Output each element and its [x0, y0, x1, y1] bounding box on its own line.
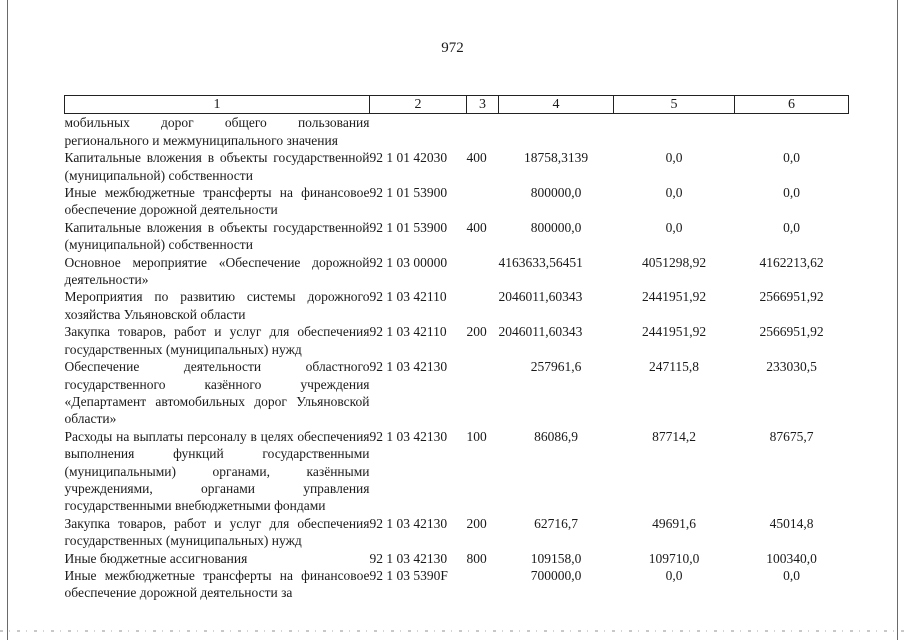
row-name: Расходы на выплаты персоналу в целях обеспечения выполнения функций государственными (муниципальными) органами, казёнными учреждениями, органами управления государственными внебюджетными фондами: [64, 428, 370, 514]
row-value-1: 86086,9: [534, 428, 578, 444]
row-value-2: 247115,8: [648, 359, 700, 375]
row-value-3: 233030,5: [766, 359, 817, 375]
row-name: Капитальные вложения в объекты государственной (муниципальной) собственности: [64, 150, 370, 183]
table-row: [65, 567, 849, 602]
row-name: Закупка товаров, работ и услуг для обеспечения государственных (муниципальных) нужд: [64, 324, 370, 357]
row-value-2: 4051298,92: [641, 254, 707, 270]
row-name: Иные межбюджетные трансферты на финансовое обеспечение дорожной деятельности за: [64, 567, 370, 601]
budget-table: [64, 95, 849, 602]
row-value-3: 2566951,92: [759, 289, 824, 305]
table-row: [65, 114, 849, 149]
header-col-4: 4: [499, 96, 614, 114]
table-row: [65, 149, 849, 184]
table-header-row: [65, 96, 849, 114]
header-col-1: 1: [65, 96, 370, 114]
row-value-3: 4162213,62: [759, 254, 824, 270]
row-value-3: [735, 114, 849, 149]
table-row: [65, 323, 849, 358]
row-value-1: 109158,0: [530, 550, 582, 566]
row-kvr: 800: [466, 550, 487, 566]
row-kvr: [467, 567, 499, 602]
row-code: 92 1 01 53900: [369, 185, 448, 201]
row-code: 92 1 01 53900: [369, 219, 448, 235]
table-row: [65, 184, 849, 219]
row-code: 92 1 03 00000: [369, 254, 448, 270]
row-kvr: [467, 358, 499, 428]
row-value-1: 2046011,60343: [498, 289, 583, 305]
row-value-1: 4163633,56451: [498, 254, 583, 270]
row-code: 92 1 03 42130: [369, 515, 448, 531]
header-col-6: 6: [735, 96, 849, 114]
row-kvr: [467, 184, 499, 219]
header-col-3: 3: [467, 96, 499, 114]
row-kvr: 200: [466, 515, 487, 531]
row-code: 92 1 03 42130: [369, 359, 448, 375]
row-name: Основное мероприятие «Обеспечение дорожной деятельности»: [64, 254, 370, 288]
row-kvr: 400: [466, 219, 487, 235]
table-row: [65, 358, 849, 428]
row-value-1: 800000,0: [530, 185, 582, 201]
row-value-2: 49691,6: [652, 515, 696, 531]
row-value-1: 18758,3139: [523, 150, 589, 166]
row-kvr: 100: [466, 428, 487, 444]
table-row: [65, 254, 849, 289]
row-value-2: 0,0: [665, 567, 683, 583]
row-value-3: 0,0: [783, 185, 800, 201]
header-col-5: 5: [614, 96, 735, 114]
table-row: [65, 550, 849, 567]
row-value-3: 87675,7: [769, 428, 814, 444]
row-value-1: 700000,0: [530, 567, 582, 583]
table-row: [65, 288, 849, 323]
row-value-1: 62716,7: [534, 515, 578, 531]
row-value-2: 2441951,92: [641, 289, 707, 305]
row-name: Иные бюджетные ассигнования: [64, 550, 248, 566]
header-col-2: 2: [370, 96, 467, 114]
row-name: мобильных дорог общего пользования регионального и межмуниципального значения: [64, 115, 370, 148]
page-edge-left: [7, 0, 8, 640]
page-number: 972: [441, 40, 464, 56]
row-code: 92 1 01 42030: [369, 150, 448, 166]
row-kvr: 200: [466, 324, 487, 340]
row-value-2: 109710,0: [648, 550, 700, 566]
scan-noise-line: [0, 630, 905, 632]
row-code: 92 1 03 42130: [369, 550, 448, 566]
row-value-3: 0,0: [783, 567, 800, 583]
row-value-2: 87714,2: [652, 428, 696, 444]
row-value-2: 0,0: [665, 185, 683, 201]
row-kvr: [467, 254, 499, 289]
row-value-3: 45014,8: [769, 515, 814, 531]
row-code: 92 1 03 42110: [369, 324, 447, 340]
row-code: 92 1 03 42130: [369, 428, 448, 444]
row-value-1: 257961,6: [530, 359, 582, 375]
row-code: [370, 114, 467, 149]
row-value-1: [499, 114, 614, 149]
row-kvr: [467, 288, 499, 323]
table-row: [65, 428, 849, 515]
row-name: Иные межбюджетные трансферты на финансовое обеспечение дорожной деятельности: [64, 185, 370, 218]
row-value-2: 0,0: [665, 150, 683, 166]
table-row: [65, 515, 849, 550]
row-value-1: 800000,0: [530, 219, 582, 235]
row-code: 92 1 03 42110: [369, 289, 447, 305]
row-value-3: 2566951,92: [759, 324, 824, 340]
row-name: Обеспечение деятельности областного государственного казённого учреждения «Департамент автомобильных дорог Ульяновской области»: [64, 359, 370, 427]
row-name: Закупка товаров, работ и услуг для обеспечения государственных (муниципальных) нужд: [64, 515, 370, 549]
row-value-2: 2441951,92: [641, 324, 707, 340]
row-value-1: 2046011,60343: [498, 324, 583, 340]
row-value-2: [614, 114, 735, 149]
row-value-3: 0,0: [783, 150, 800, 166]
row-value-3: 0,0: [783, 219, 800, 235]
table-row: [65, 219, 849, 254]
row-kvr: [467, 114, 499, 149]
row-name: Мероприятия по развитию системы дорожного хозяйства Ульяновской области: [64, 289, 370, 322]
row-kvr: 400: [466, 150, 487, 166]
row-value-3: 100340,0: [766, 550, 817, 566]
row-code: 92 1 03 5390F: [369, 567, 448, 583]
row-value-2: 0,0: [665, 219, 683, 235]
page-edge-right: [897, 0, 898, 640]
row-name: Капитальные вложения в объекты государственной (муниципальной) собственности: [64, 219, 370, 253]
